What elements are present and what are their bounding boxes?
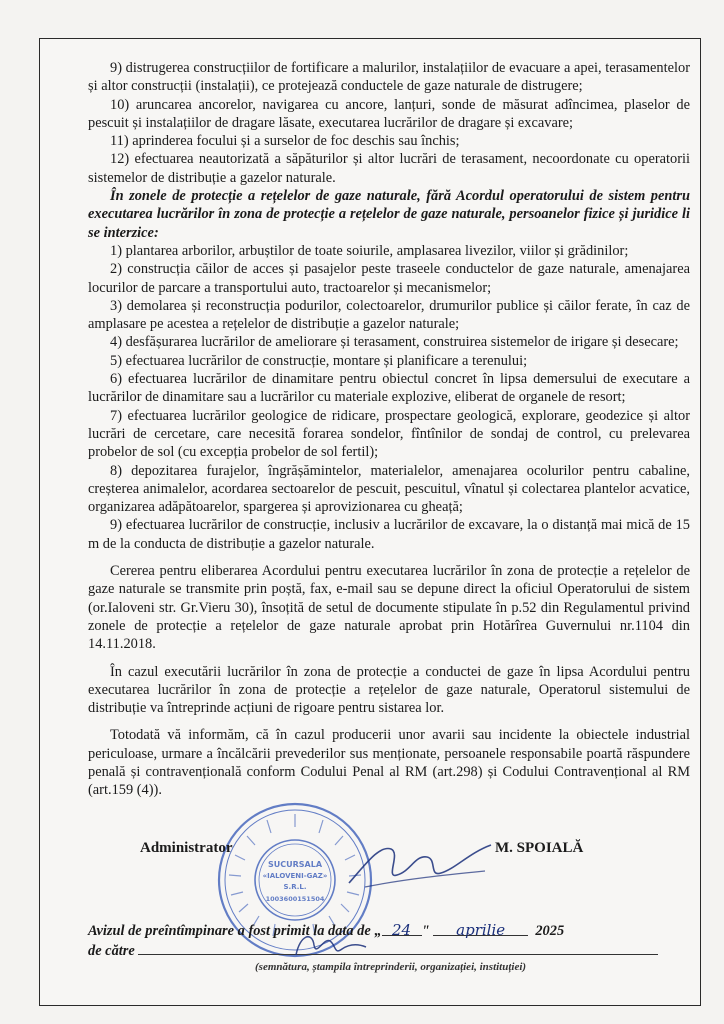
receipt-signature-field [138, 940, 658, 955]
signatory-role: Administrator [140, 840, 233, 856]
paragraph: 3) demolarea și reconstrucția podurilor, colectoarelor, drumurilor publice și căilor ferate, în caz de amplasare pe acestea a rețelelor de distribuție a gazelor naturale; [88, 297, 690, 333]
receipt-date-label: Avizul de preîntîmpinare a fost primit la data de [88, 923, 371, 939]
receipt-month: aprilie [456, 921, 506, 939]
receipt-year: 2025 [535, 923, 565, 939]
receipt-day: 24 [392, 921, 412, 939]
receipt-line-by [88, 940, 690, 960]
paragraph: 7) efectuarea lucrărilor geologice de ridicare, prospectare geologică, explorare, geodezice și altor lucrări de cercetare, care necesită forarea sondelor, fîntînilor de sondaj de control, cu prelevarea probelor de sol (cu excepția probelor de sol fertil); [88, 407, 690, 461]
receipt-month-field [433, 921, 528, 939]
svg-text:«IALOVENI-GAZ»: «IALOVENI-GAZ» [262, 872, 328, 880]
paragraph: 9) efectuarea lucrărilor de construcție, inclusiv a lucrărilor de excavare, la o distanță mai mică de 15 m de la conducta de distribuție a gazelor naturale. [88, 517, 690, 552]
paragraph: 6) efectuarea lucrărilor de dinamitare pentru obiectul concret în lipsa demersului de executare a lucrărilor de dinamitare sau a lucrărilor cu materiale explozive, eliberat de organele de resort; [88, 371, 690, 406]
paragraph: 10) aruncarea ancorelor, navigarea cu ancore, lanțuri, sonde de măsurat adîncimea, plaselor de pescuit și instalațiilor de dragare lăsate, executarea lucrărilor de dragare și excavare; [88, 96, 690, 131]
paragraph: 12) efectuarea neautorizată a săpăturilor și altor lucrări de terasament, necoordonate cu operatorii sistemelor de distribuție a gazelor naturale. [88, 151, 690, 186]
document-body [88, 59, 690, 800]
receipt-caption: (semnătura, ștampila întreprinderii, organizației, instituției) [255, 961, 527, 973]
receipt-day-field [382, 921, 422, 939]
recipient-signature [290, 925, 370, 965]
svg-text:S.R.L.: S.R.L. [283, 883, 307, 891]
receipt-line-date: Avizul de preîntîmpinare a fost primit la data de „ 24 " aprilie 2025 [88, 921, 565, 939]
svg-text:SUCURSALA: SUCURSALA [267, 860, 323, 869]
paragraph: 1) plantarea arborilor, arbuștilor de toate soiurile, amplasarea livezilor, viilor și grădinilor; [110, 242, 629, 259]
svg-text:1003600151504: 1003600151504 [265, 895, 325, 903]
paragraph: 9) distrugerea construcțiilor de fortificare a malurilor, instalațiilor de evacuare a apei, terasamentelor și altor construcții (instalații), ce protejează conductele de gaze naturale de distrugere; [88, 60, 690, 95]
paragraph: 2) construcția căilor de acces și pasajelor peste traseele conductelor de gaze naturale, amenajarea locurilor de parcare a transportului auto, tractoarelor și mecanismelor; [88, 261, 690, 296]
receipt-block [88, 921, 690, 960]
paragraph: 4) desfășurarea lucrărilor de ameliorare și terasament, construirea sistemelor de irigare și desecare; [110, 334, 679, 351]
paragraph: Cererea pentru eliberarea Acordului pentru executarea lucrărilor în zona de protecție a rețelelor de gaze naturale se transmite prin poștă, fax, e-mail sau se depune direct la oficiul Operatorului de sistem (or.Ialoveni str. Gr.Vieru 30), însoțită de setul de documente stipulate în p.52 din Regulamentul privind zonele de protecție a rețelelor de gaze naturale aprobat prin Hotărîrea Guvernului nr.1104 din 14.11.2018. [88, 563, 690, 653]
paragraph: 8) depozitarea furajelor, îngrășămintelor, materialelor, amenajarea ocolurilor pentru cabaline, creșterea animalelor, acordarea sectoarelor de pescuit, pescuitul, vînatul și colectarea plantelor acvatice, organizarea adăpătoarelor, spargerea și aprovizionarea cu gheață; [88, 462, 690, 516]
paragraph: În cazul executării lucrărilor în zona de protecție a conductei de gaze în lipsa Acordului pentru executarea lucrărilor în zona de protecție a rețelelor de gaze naturale, Operatorul sistemului de distribuție va întreprinde acțiuni de rigoare pentru sistarea lor. [88, 663, 690, 717]
paragraph: 5) efectuarea lucrărilor de construcție, montare și planificare a terenului; [110, 352, 528, 369]
paragraph: 11) aprinderea focului și a surselor de foc deschis sau închis; [110, 133, 460, 150]
signatory-name: M. SPOIALĂ [495, 840, 584, 856]
receipt-by-label: de către [88, 943, 135, 959]
handwritten-signature [345, 835, 495, 895]
paragraph: Totodată vă informăm, că în cazul producerii unor avarii sau incidente la obiectele industrial periculoase, urmare a încălcării prevederilor sus menționate, persoanele responsabile poartă răspundere penală și contravențională conform Codului Penal al RM (art.298) și Codului Contravențional al RM (art.159 (4)). [88, 727, 690, 799]
prohibition-heading: În zonele de protecție a rețelelor de gaze naturale, fără Acordul operatorului de sistem pentru executarea lucrărilor în zona de protecție a rețelelor de gaze naturale, persoanelor fizice și juridice li se interzice: [88, 188, 690, 241]
